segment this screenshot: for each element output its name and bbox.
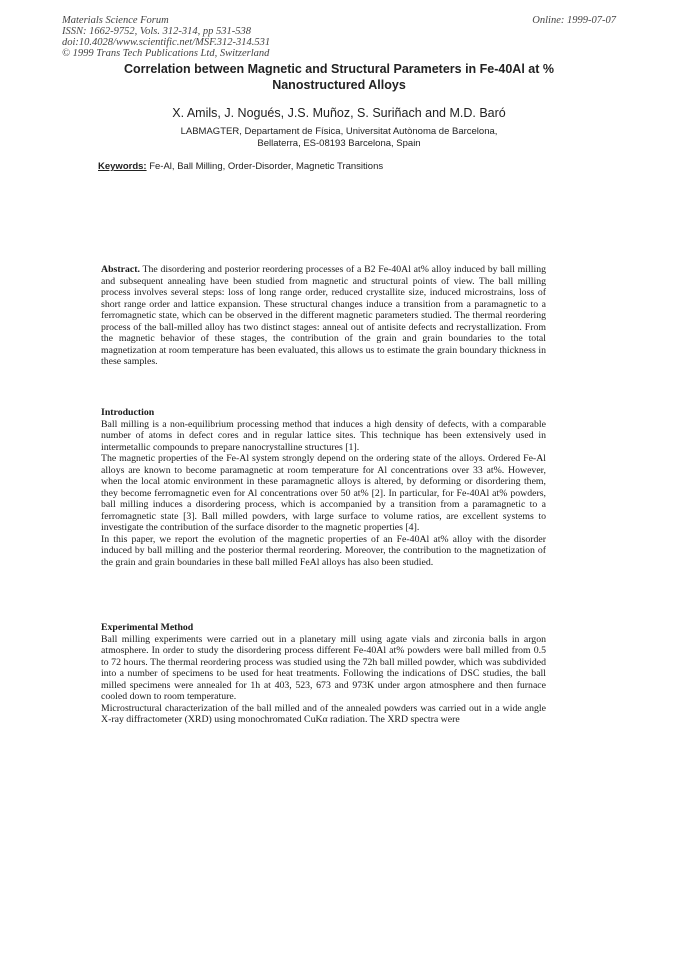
paragraph: Ball milling experiments were carried out in a planetary mill using agate vials and zirconia balls in argon atmosphere. In order to study the disordering process different Fe-40Al at% powders were ball milled from 0.5 to 72 hours. The thermal reordering process was studied using the 72h ball milled powder, which was subdivided into a number of specimens to be used for heat treatments. Following the indications of DSC studies, the ball milled specimens were annealed for 1h at 403, 523, 673 and 973K under argon atmosphere and then furnace cooled down to room temperature. — [101, 633, 546, 702]
affiliation-line1: LABMAGTER, Departament de Física, Universitat Autònoma de Barcelona, — [180, 126, 498, 137]
paragraph: The magnetic properties of the Fe-Al system strongly depend on the ordering state of the alloys. Ordered Fe-Al alloys are known to become paramagnetic at room temperature for Al concentrations over 33 at%. However, when the local atomic environment in these paramagnetic alloys is altered, by deforming or disordering them, they become ferromagnetic even for Al concentrations over 50 at% [2]. In particular, for Fe-40Al at% powders, ball milling induces a disordering process, which is accompanied by a transition from a paramagnetic to a ferromagnetic state [3]. Ball milled powders, with large surface to volume ratios, are excellent systems to investigate the contribution of the surface disorder to the magnetic properties [4]. — [101, 453, 546, 533]
experimental-section — [101, 622, 546, 726]
paper-title — [62, 62, 616, 93]
online-date: Online: 1999-07-07 — [532, 15, 616, 26]
paper-title-line1: Correlation between Magnetic and Structural Parameters in Fe-40Al at % — [124, 62, 554, 76]
experimental-heading: Experimental Method — [101, 622, 194, 633]
abstract — [101, 264, 546, 368]
journal-header — [62, 15, 270, 59]
paragraph: Ball milling is a non-equilibrium processing method that induces a high density of defects, with a comparable number of atoms in defect cores and in regular lattice sites. This technique has been extensively used in intermetallic compounds to prepare nanocrystalline structures [1]. — [101, 418, 546, 453]
author-list: X. Amils, J. Nogués, J.S. Muñoz, S. Suriñach and M.D. Baró — [172, 106, 506, 120]
keywords-text: Fe-Al, Ball Milling, Order-Disorder, Magnetic Transitions — [146, 161, 384, 172]
journal-doi: doi:10.4028/www.scientific.net/MSF.312-314.531 — [62, 37, 271, 48]
keywords-label: Keywords: — [98, 161, 147, 172]
abstract-text: The disordering and posterior reordering processes of a B2 Fe-40Al at% alloy induced by ball milling and subsequent annealing have been studied from magnetic and structural points of view. The ball milling process involves several steps: loss of long range order, reduced crystallite size, induced microstrains, loss of short range order and lattice expansion. These structural changes induce a transition from a paramagnetic to a ferromagnetic state, which can be observed in the different magnetic parameters studied. The thermal reordering process of the ball-milled alloy has two distinct stages: anneal out of antisite defects and recrystallization. From the magnetic behavior of these stages, the contribution of the grain and grain boundaries to the total magnetization at room temperature has been evaluated, this allows us to estimate the grain boundary thickness in these samples. — [101, 264, 546, 367]
introduction-section — [101, 407, 546, 568]
journal-issn: ISSN: 1662-9752, Vols. 312-314, pp 531-538 — [62, 26, 251, 37]
paragraph: Microstructural characterization of the ball milled and of the annealed powders was carried out in a wide angle X-ray diffractometer (XRD) using monochromated CuKα radiation. The XRD spectra were — [101, 702, 546, 725]
keywords — [98, 161, 383, 172]
journal-name: Materials Science Forum — [62, 15, 169, 26]
abstract-label: Abstract. — [101, 264, 140, 275]
introduction-heading: Introduction — [101, 407, 155, 418]
paper-title-line2: Nanostructured Alloys — [272, 77, 406, 92]
affiliation-line2: Bellaterra, ES-08193 Barcelona, Spain — [257, 138, 421, 149]
paragraph: In this paper, we report the evolution of the magnetic properties of an Fe-40Al at% alloy with the disorder induced by ball milling and the posterior thermal reordering. Moreover, the contribution to the magnetization of the grain and grain boundaries in these ball milled FeAl alloys has also been studied. — [101, 533, 546, 568]
journal-copyright: © 1999 Trans Tech Publications Ltd, Switzerland — [62, 48, 270, 59]
affiliation — [62, 126, 616, 150]
